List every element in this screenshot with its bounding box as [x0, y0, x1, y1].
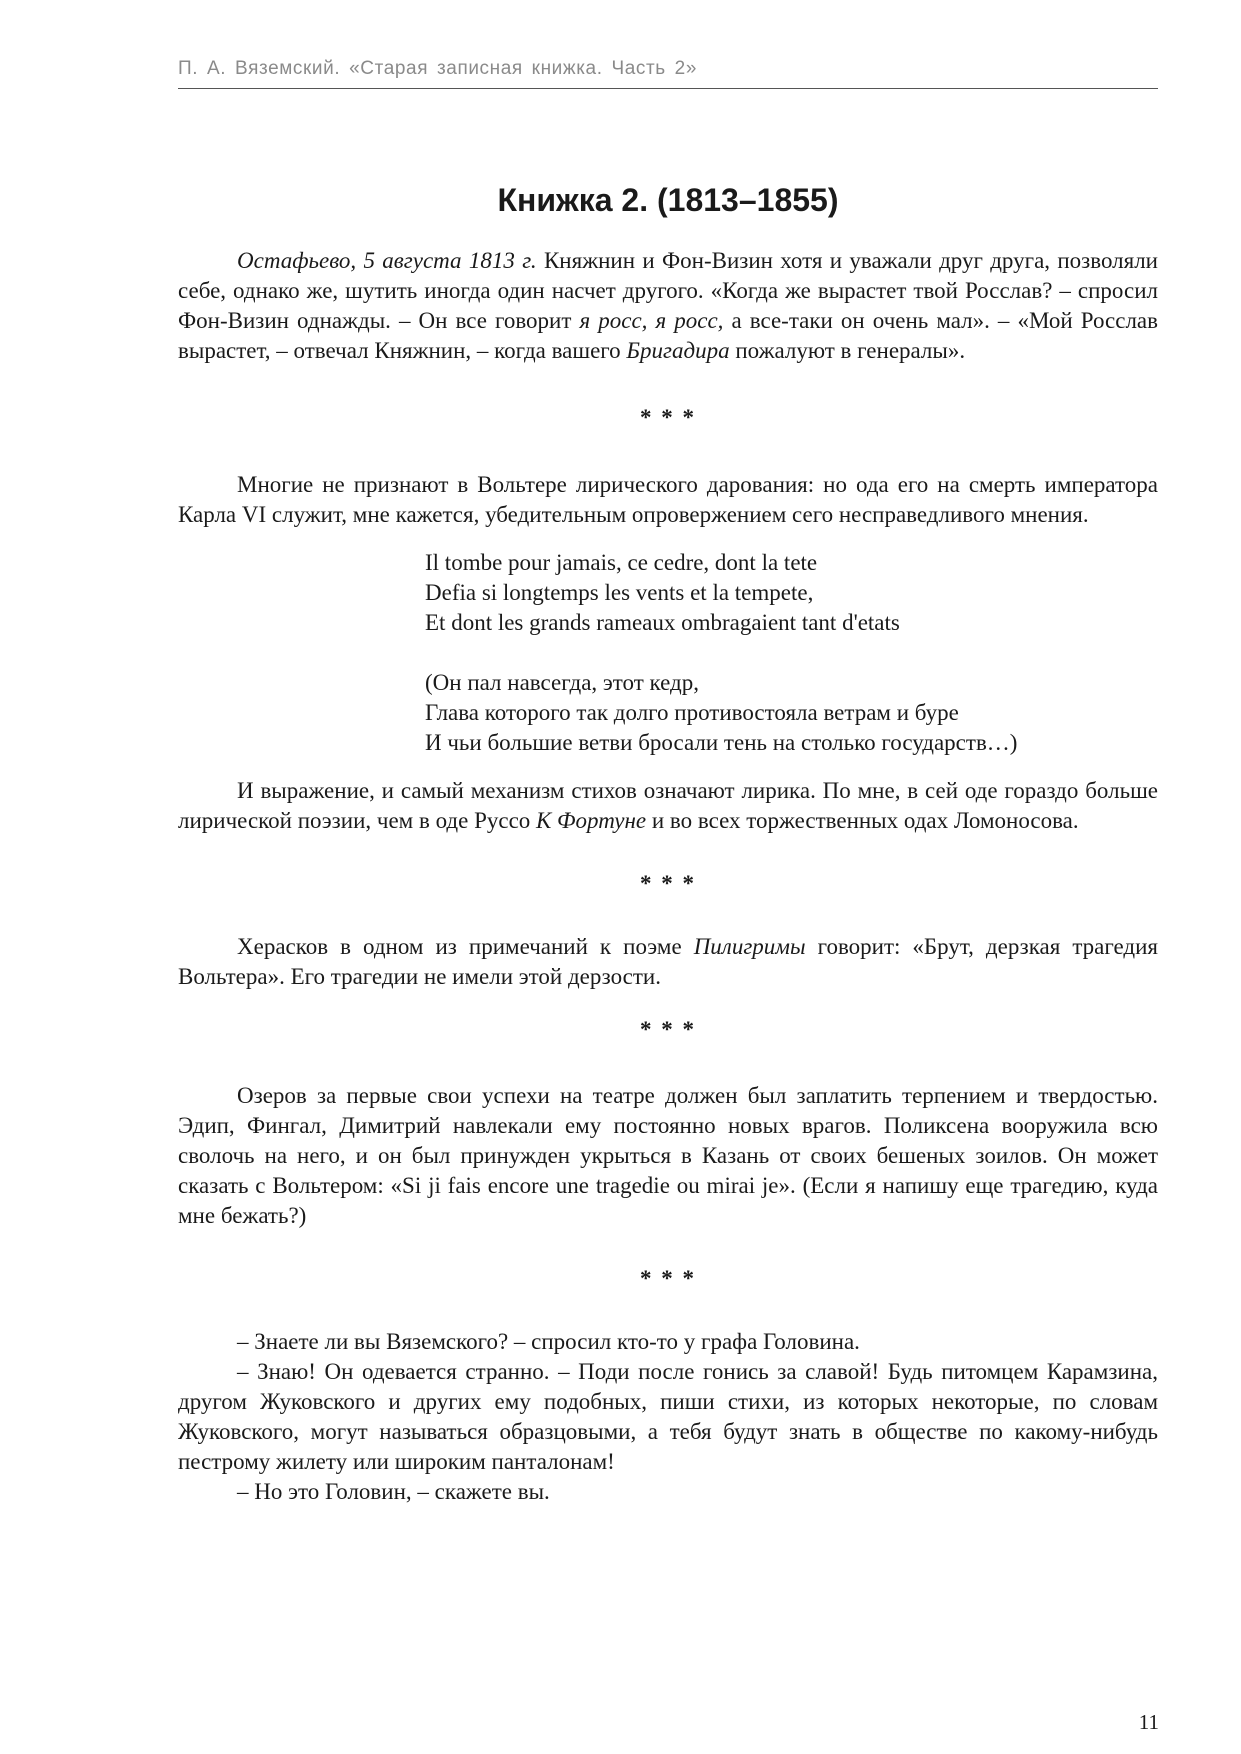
running-header: П. А. Вяземский. «Старая записная книжка. Часть 2» — [178, 58, 697, 79]
verse-line: Il tombe pour jamais, ce cedre, dont la tete — [425, 550, 818, 575]
paragraph-dialogue-2: – Знаю! Он одевается странно. – Поди после гонись за славой! Будь питомцем Карамзина, другом Жуковского и других ему подобных, пиши стихи, из которых некоторые, по словам Жуковского, могут называться образцовыми, а тебя будут знать в обществе по какому-нибудь пестрому жилету или широким панталонам! — [178, 1359, 1158, 1474]
page-body — [178, 246, 1158, 1507]
page-number: 11 — [1138, 1710, 1159, 1734]
verse-line: И чьи большие ветви бросали тень на столько государств…) — [425, 730, 1018, 755]
verse-line: Et dont les grands rameaux ombragaient tant d'etats — [425, 610, 900, 635]
paragraph-ozerov: Озеров за первые свои успехи на театре должен был заплатить терпением и твердостью. Эдип, Фингал, Димитрий навлекали ему постоянно новых врагов. Поликсена вооружила всю сволочь на него, и он был принужден укрыться в Казань от своих бешеных зоилов. Он может сказать с Вольтером: «Si ji fais encore une tragedie ou mirai je». (Если я напишу еще трагедию, куда мне бежать?) — [178, 1083, 1158, 1228]
section-separator: * * * — [640, 1017, 696, 1042]
verse-line: Глава которого так долго противостояла ветрам и буре — [425, 700, 959, 725]
verse-russian — [178, 668, 1158, 758]
place-date: Остафьево, 5 августа 1813 г. — [237, 248, 537, 273]
section-separator: * * * — [640, 871, 696, 896]
section-separator: * * * — [640, 1266, 696, 1291]
verse-line: (Он пал навсегда, этот кедр, — [425, 670, 699, 695]
paragraph-lyric: И выражение, и самый механизм стихов означают лирика. По мне, в сей оде гораздо больше лирической поэзии, чем в оде Руссо К Фортуне и во всех торжественных одах Ломоносова. — [178, 778, 1158, 833]
paragraph-voltaire-ode: Многие не признают в Вольтере лирического дарования: но ода его на смерть императора Карла VI служит, мне кажется, убедительным опровержением сего несправедливого мнения. — [178, 472, 1158, 527]
verse-line: Defia si longtemps les vents et la tempete, — [425, 580, 814, 605]
chapter-title: Книжка 2. (1813–1855) — [497, 182, 839, 218]
section-separator: * * * — [640, 405, 696, 430]
header-divider — [178, 88, 1158, 89]
paragraph-kheraskov: Херасков в одном из примечаний к поэме Пилигримы говорит: «Брут, дерзкая трагедия Вольтера». Его трагедии не имели этой дерзости. — [178, 934, 1158, 989]
paragraph-ostafyevo: Остафьево, 5 августа 1813 г. Княжнин и Фон-Визин хотя и уважали друг друга, позволяли себе, однако же, шутить иногда один насчет другого. «Когда же вырастет твой Росслав? – спросил Фон-Визин однажды. – Он все говорит я росс, я росс, а все-таки он очень мал». – «Мой Росслав вырастет, – отвечал Княжнин, – когда вашего Бригадира пожалуют в генералы». — [178, 248, 1158, 363]
paragraph-dialogue-1: – Знаете ли вы Вяземского? – спросил кто-то у графа Головина. — [237, 1329, 860, 1354]
paragraph-dialogue-3: – Но это Головин, – скажете вы. — [237, 1479, 550, 1504]
verse-french — [178, 548, 1158, 638]
